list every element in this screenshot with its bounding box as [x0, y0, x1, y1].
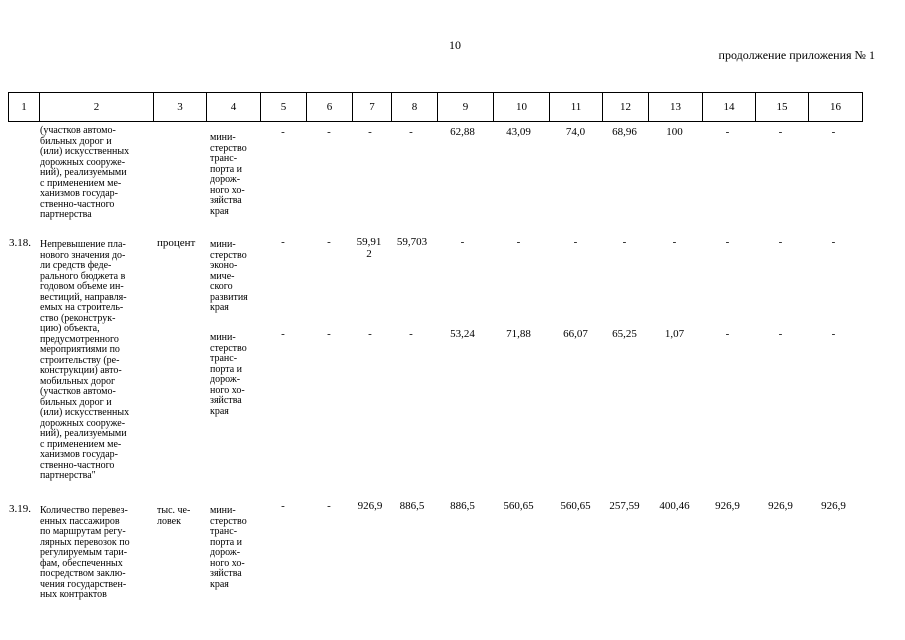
row-responsible: мини- стерство транс- порта и дорож- ного хо- зяйства края — [210, 132, 247, 217]
row-value: 886,5 — [450, 500, 475, 512]
header-col-15: 15 — [756, 93, 809, 122]
row-value: 71,88 — [506, 328, 531, 340]
row-value: 560,65 — [560, 500, 591, 512]
row-value: - — [778, 236, 783, 248]
row-value: 400,46 — [659, 500, 690, 512]
row-unit: тыс. че- ловек — [157, 505, 191, 527]
header-col-3: 3 — [154, 93, 207, 122]
row-value: - — [327, 500, 331, 512]
row-value: 66,07 — [563, 328, 588, 340]
row-value: - — [409, 126, 413, 138]
row-value: - — [368, 328, 372, 340]
row-value: 53,24 — [450, 328, 475, 340]
row-responsible: мини- стерство эконо- миче- ского развития края — [210, 239, 248, 313]
row-value: - — [725, 328, 730, 340]
header-col-7: 7 — [353, 93, 392, 122]
row-value: - — [831, 328, 836, 340]
row-value: 100 — [666, 126, 683, 138]
row-value: - — [778, 328, 783, 340]
row-value: 926,9 — [357, 500, 383, 512]
row-value: - — [778, 126, 783, 138]
row-value: - — [725, 236, 730, 248]
row-value: 926,9 — [821, 500, 846, 512]
row-value: - — [281, 236, 285, 248]
row-responsible-2: мини- стерство транс- порта и дорож- ного хо- зяйства края — [210, 332, 247, 417]
row-value: - — [327, 126, 331, 138]
header-col-2: 2 — [40, 93, 154, 122]
row-value: - — [672, 236, 677, 248]
row-value: - — [831, 126, 836, 138]
row-value: 59,91 2 — [356, 236, 382, 260]
header-col-11: 11 — [550, 93, 603, 122]
row-value: - — [460, 236, 465, 248]
row-value: 560,65 — [503, 500, 534, 512]
row-name: Количество перевез- енных пассажиров по маршрутам регу- лярных перевозок по регулируемым тари- фам, обеспеченных посредством заклю- чения государствен- ных контрактов — [40, 505, 130, 600]
row-value: 886,5 — [399, 500, 425, 512]
header-col-16: 16 — [809, 93, 863, 122]
row-value: - — [281, 126, 285, 138]
header-col-9: 9 — [438, 93, 494, 122]
row-value: 62,88 — [450, 126, 475, 138]
column-number-header — [8, 92, 863, 122]
row-name: Непревышение пла- нового значения до- ли средств феде- рального бюджета в годовом объеме ин- вестиций, направля- емых на строитель- ство (реконструк- цию) объекта, предусмотренного мероприятиями по строительству (ре- конструкции) авто- мобильных дорог (участков автомо- бильных дорог и (или) искусственных дорожных сооруже- ний), реализуемыми с применением ме- ханизмов государ- ственно-частного партнерства" — [40, 239, 130, 481]
appendix-caption: продолжение приложения № 1 — [718, 48, 875, 62]
header-col-8: 8 — [392, 93, 438, 122]
row-value: - — [281, 500, 285, 512]
row-value: - — [831, 236, 836, 248]
header-col-14: 14 — [703, 93, 756, 122]
header-col-4: 4 — [207, 93, 261, 122]
row-value: - — [725, 126, 730, 138]
row-id: 3.18. — [9, 237, 31, 249]
row-unit: процент — [157, 237, 196, 249]
row-value: - — [327, 328, 331, 340]
row-value: 926,9 — [715, 500, 740, 512]
header-col-1: 1 — [9, 93, 40, 122]
row-value: - — [281, 328, 285, 340]
row-value: - — [368, 126, 372, 138]
header-col-12: 12 — [603, 93, 649, 122]
row-value: 257,59 — [609, 500, 640, 512]
row-value: - — [409, 328, 413, 340]
row-value: 65,25 — [612, 328, 637, 340]
page-number: 10 — [449, 38, 461, 52]
row-value: - — [327, 236, 331, 248]
row-value: 68,96 — [612, 126, 637, 138]
row-value: - — [516, 236, 521, 248]
row-value: 59,703 — [396, 236, 428, 248]
row-value: 74,0 — [565, 126, 586, 138]
header-col-10: 10 — [494, 93, 550, 122]
row-value: 43,09 — [506, 126, 531, 138]
row-id: 3.19. — [9, 503, 31, 515]
row-name: (участков автомо- бильных дорог и (или) искусственных дорожных сооруже- ний), реализуемыми с применением ме- ханизмов государ- ственно-частного партнерства — [40, 125, 130, 220]
header-col-6: 6 — [307, 93, 353, 122]
row-value: - — [622, 236, 627, 248]
header-col-5: 5 — [261, 93, 307, 122]
row-responsible: мини- стерство транс- порта и дорож- ного хо- зяйства края — [210, 505, 247, 590]
row-value: 1,07 — [664, 328, 685, 340]
row-value: - — [573, 236, 578, 248]
row-value: 926,9 — [768, 500, 793, 512]
header-col-13: 13 — [649, 93, 703, 122]
